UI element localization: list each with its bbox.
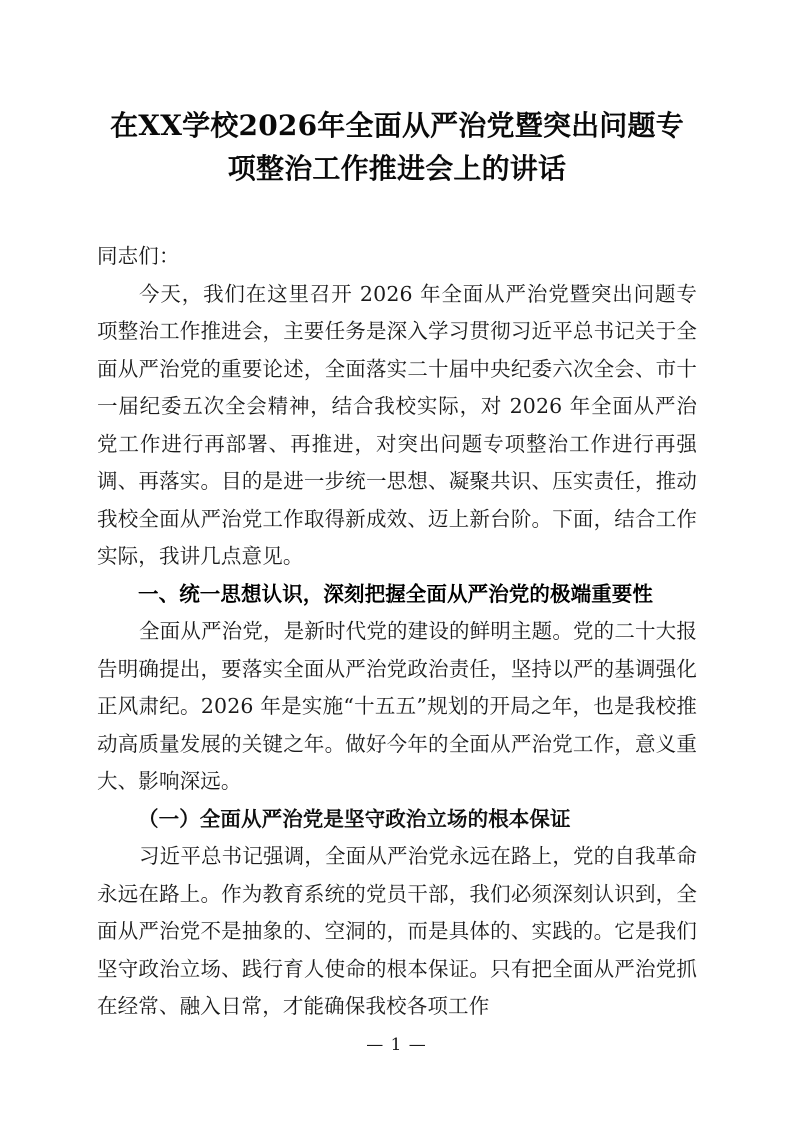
page-title: 在XX学校2026年全面从严治党暨突出问题专项整治工作推进会上的讲话 <box>110 109 684 185</box>
section-heading-1: 一、统一思想认识，深刻把握全面从严治党的极端重要性 <box>138 581 653 606</box>
paragraph-opening: 今天，我们在这里召开 2026 年全面从严治党暨突出问题专项整治工作推进会，主要任务是深入学习贯彻习近平总书记关于全面从严治党的重要论述，全面落实二十届中央纪委六次全会、市十一届纪委五次全会精神，结合我校实际，对 2026 年全面从严治党工作进行再部署、再推进，对突出问题专项整治工作进行再强调、再落实。目的是进一步统一思想、凝聚共识、压实责任，推动我校全面从严治党工作取得新成效、迈上新台阶。下面，结合工作实际，我讲几点意见。 <box>97 281 697 568</box>
paragraph-subsection1-1-body: 习近平总书记强调，全面从严治党永远在路上，党的自我革命永远在路上。作为教育系统的党员干部，我们必须深刻认识到，全面从严治党不是抽象的、空洞的，而是具体的、实践的。它是我们坚守政治立场、践行育人使命的根本保证。只有把全面从严治党抓在经常、融入日常，才能确保我校各项工作 <box>97 844 697 1018</box>
subsection-heading-1-1: （一）全面从严治党是坚守政治立场的根本保证 <box>138 806 571 831</box>
salutation: 同志们： <box>97 244 180 268</box>
paragraph-section1-intro: 全面从严治党，是新时代党的建设的鲜明主题。党的二十大报告明确提出，要落实全面从严治党政治责任，坚持以严的基调强化正风肃纪。2026 年是实施“十五五”规划的开局之年，也是我校推动高质量发展的关键之年。做好今年的全面从严治党工作，意义重大、影响深远。 <box>97 619 697 793</box>
document-body <box>97 0 697 1026</box>
page-number: — 1 — <box>366 1035 427 1055</box>
